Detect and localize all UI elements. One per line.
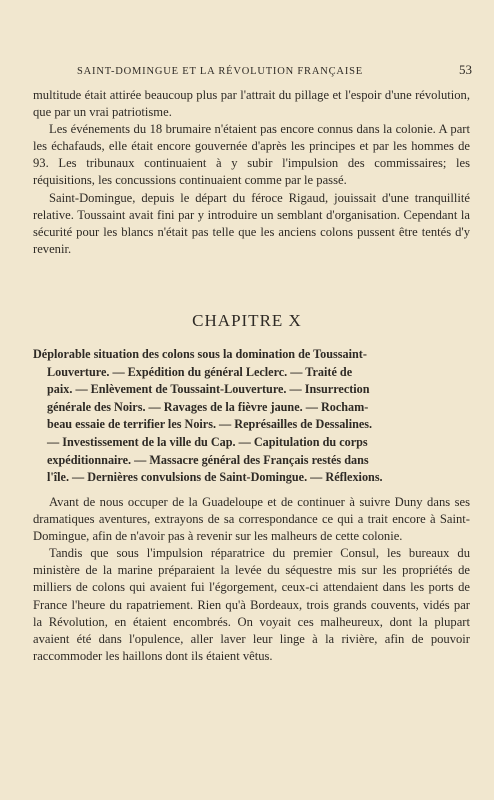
summary-line: Déplorable situation des colons sous la domination de Toussaint- — [33, 347, 367, 361]
page-header — [32, 62, 472, 78]
chapter-title: CHAPITRE X — [192, 311, 302, 330]
paragraph: Tandis que sous l'impulsion réparatrice du premier Consul, les bureaux du ministère de la marine préparaient la levée du séquestre mis sur les propriétés de milliers de colons qui avaient fui l'égorgement, ceux-ci attendaient dans les ports de France l'heure du rapatriement. Rien qu'à Bordeaux, trois grands couvents, vidés par la Révolution, en étaient encombrés. On voyait ces malheureux, dont la plupart avaient été dans l'opulence, aller laver leur linge à la rivière, afin de pouvoir raccommoder les haillons dont ils étaient vêtus. — [33, 546, 470, 663]
body-text-bottom — [33, 494, 470, 665]
body-text-top — [33, 87, 470, 258]
paragraph: Avant de nous occuper de la Guadeloupe et de continuer à suivre Duny dans ses dramatiques aventures, extrayons de sa correspondance ce qui a trait encore à Saint-Domingue, afin de n'avoir pas à revenir sur les malheurs de cette colonie. — [33, 495, 470, 544]
running-title: SAINT-DOMINGUE ET LA RÉVOLUTION FRANÇAISE — [77, 66, 363, 77]
summary-line: beau essaie de terrifier les Noirs. — Représailles de Dessalines. — [47, 417, 373, 432]
summary-line: Louverture. — Expédition du général Leclerc. — Traité de — [47, 364, 353, 379]
paragraph: multitude était attirée beaucoup plus par l'attrait du pillage et l'espoir d'une révolution, que par un vrai patriotisme. — [33, 88, 470, 120]
page-number: 53 — [459, 62, 472, 77]
paragraph: Les événements du 18 brumaire n'étaient pas encore connus dans la colonie. A part les échafauds, elle était encore gouvernée d'après les principes et par les hommes de 93. Les tribunaux continuaient à y subir l'impulsion des commissaires; les réquisitions, les concussions continuaient comme par le passé. — [33, 122, 470, 188]
summary-line: l'île. — Dernières convulsions de Saint-Domingue. — Réflexions. — [47, 470, 383, 485]
summary-line: expéditionnaire. — Massacre général des Français restés dans — [47, 452, 369, 467]
summary-line: paix. — Enlèvement de Toussaint-Louverture. — Insurrection — [47, 382, 370, 397]
chapter-summary — [33, 346, 470, 487]
summary-line: — Investissement de la ville du Cap. — Capitulation du corps — [47, 434, 368, 449]
summary-line: générale des Noirs. — Ravages de la fièvre jaune. — Rocham- — [47, 399, 369, 414]
paragraph: Saint-Domingue, depuis le départ du féroce Rigaud, jouissait d'une tranquillité relative. Toussaint avait fini par y introduire un semblant d'organisation. Cependant la sécurité pour les blancs n'était pas telle que les anciens colons pussent être tentés d'y revenir. — [33, 190, 470, 256]
